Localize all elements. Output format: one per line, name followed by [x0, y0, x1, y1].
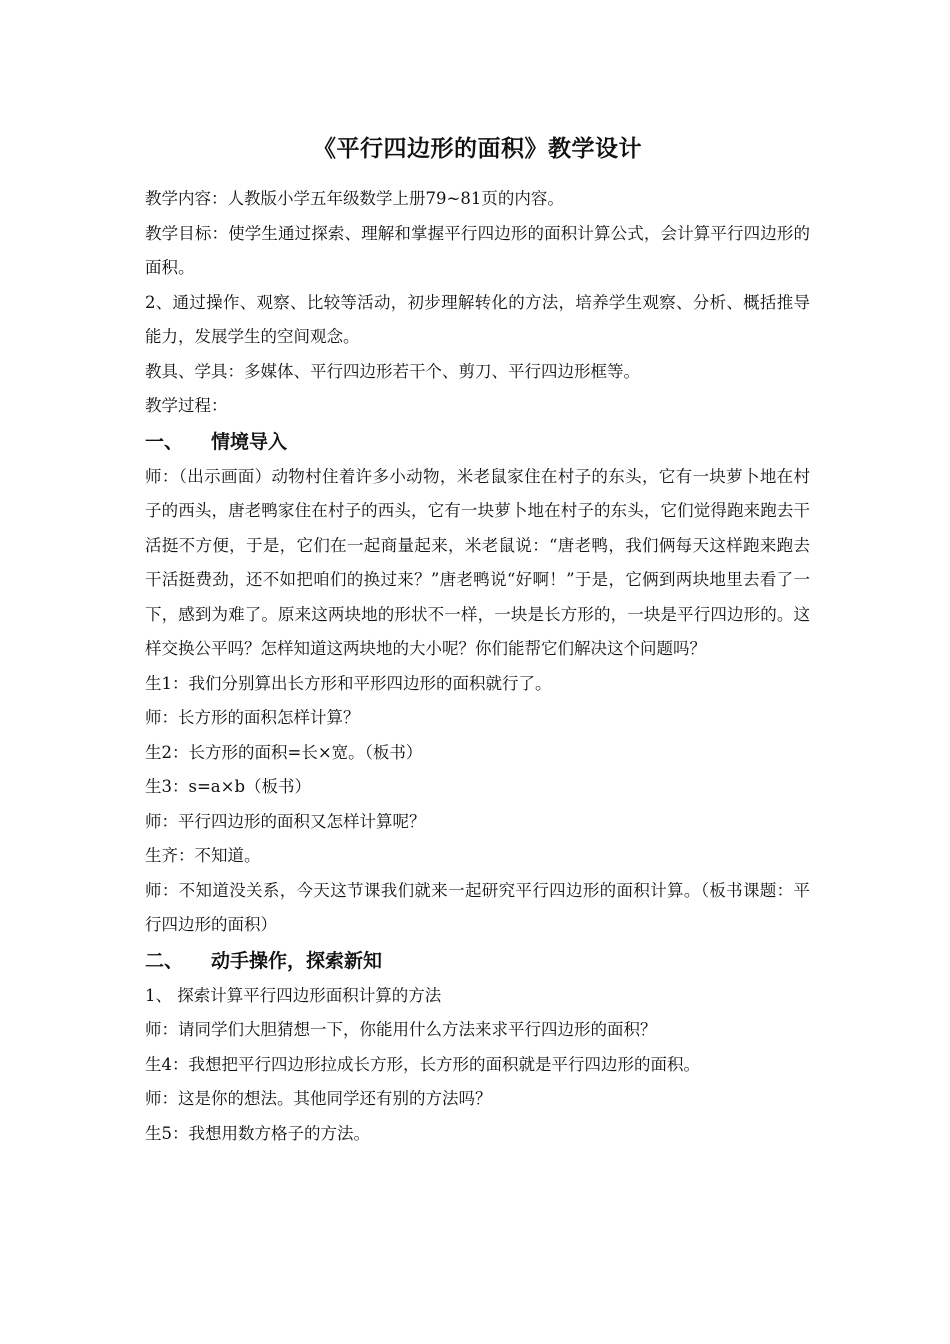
paragraph-goal: 教学目标：使学生通过探索、理解和掌握平行四边形的面积计算公式，会计算平行四边形的面积。	[145, 223, 810, 277]
subsection-heading: 1、 探索计算平行四边形面积计算的方法	[145, 985, 442, 1005]
section-number: 一、	[145, 430, 184, 453]
dialogue-line: 生1：我们分别算出长方形和平形四边形的面积就行了。	[145, 673, 552, 693]
dialogue-line: 生3：s=a×b（板书）	[145, 777, 312, 796]
section-number: 二、	[145, 949, 184, 972]
dialogue-line: 师：请同学们大胆猜想一下，你能用什么方法来求平行四边形的面积？	[145, 1020, 657, 1039]
paragraph-content: 教学内容：人教版小学五年级数学上册79~81页的内容。	[145, 189, 564, 208]
dialogue-line: 师：不知道没关系，今天这节课我们就来一起研究平行四边形的面积计算。（板书课题：平行四边形的面积）	[145, 880, 810, 934]
section-title: 动手操作，探索新知	[211, 949, 383, 972]
dialogue-line: 生2：长方形的面积=长×宽。（板书）	[145, 742, 423, 762]
section-heading-1	[145, 424, 810, 460]
document-title: 《平行四边形的面积》教学设计	[313, 136, 642, 162]
section-heading-2	[145, 943, 810, 979]
dialogue-line: 生4：我想把平行四边形拉成长方形，长方形的面积就是平行四边形的面积。	[145, 1054, 700, 1074]
document-page	[145, 132, 810, 1151]
dialogue-line: 师：长方形的面积怎样计算？	[145, 708, 360, 727]
dialogue-line: 生齐：不知道。	[145, 846, 261, 865]
paragraph-process: 教学过程：	[145, 396, 228, 415]
section-title: 情境导入	[211, 430, 288, 453]
dialogue-line: 师：这是你的想法。其他同学还有别的方法吗？	[145, 1089, 492, 1108]
dialogue-line: 生5：我想用数方格子的方法。	[145, 1123, 370, 1143]
dialogue-line: 师：平行四边形的面积又怎样计算呢？	[145, 811, 426, 831]
paragraph-goal-2: 2、通过操作、观察、比较等活动，初步理解转化的方法，培养学生观察、分析、概括推导能力，发展学生的空间观念。	[145, 292, 810, 346]
paragraph-tools: 教具、学具：多媒体、平行四边形若干个、剪刀、平行四边形框等。	[145, 361, 640, 381]
paragraph-story: 师：（出示画面）动物村住着许多小动物，米老鼠家住在村子的东头，它有一块萝卜地在村子的西头，唐老鸭家住在村子的西头，它有一块萝卜地在村子的东头，它们觉得跑来跑去干活挺不方便，于是，它们在一起商量起来，米老鼠说：“唐老鸭，我们俩每天这样跑来跑去干活挺费劲，还不如把咱们的换过来？”唐老鸭说“好啊！”于是，它俩到两块地里去看了一下，感到为难了。原来这两块地的形状不一样，一块是长方形的，一块是平行四边形的。这样交换公平吗？怎样知道这两块地的大小呢？你们能帮它们解决这个问题吗？	[145, 466, 810, 658]
